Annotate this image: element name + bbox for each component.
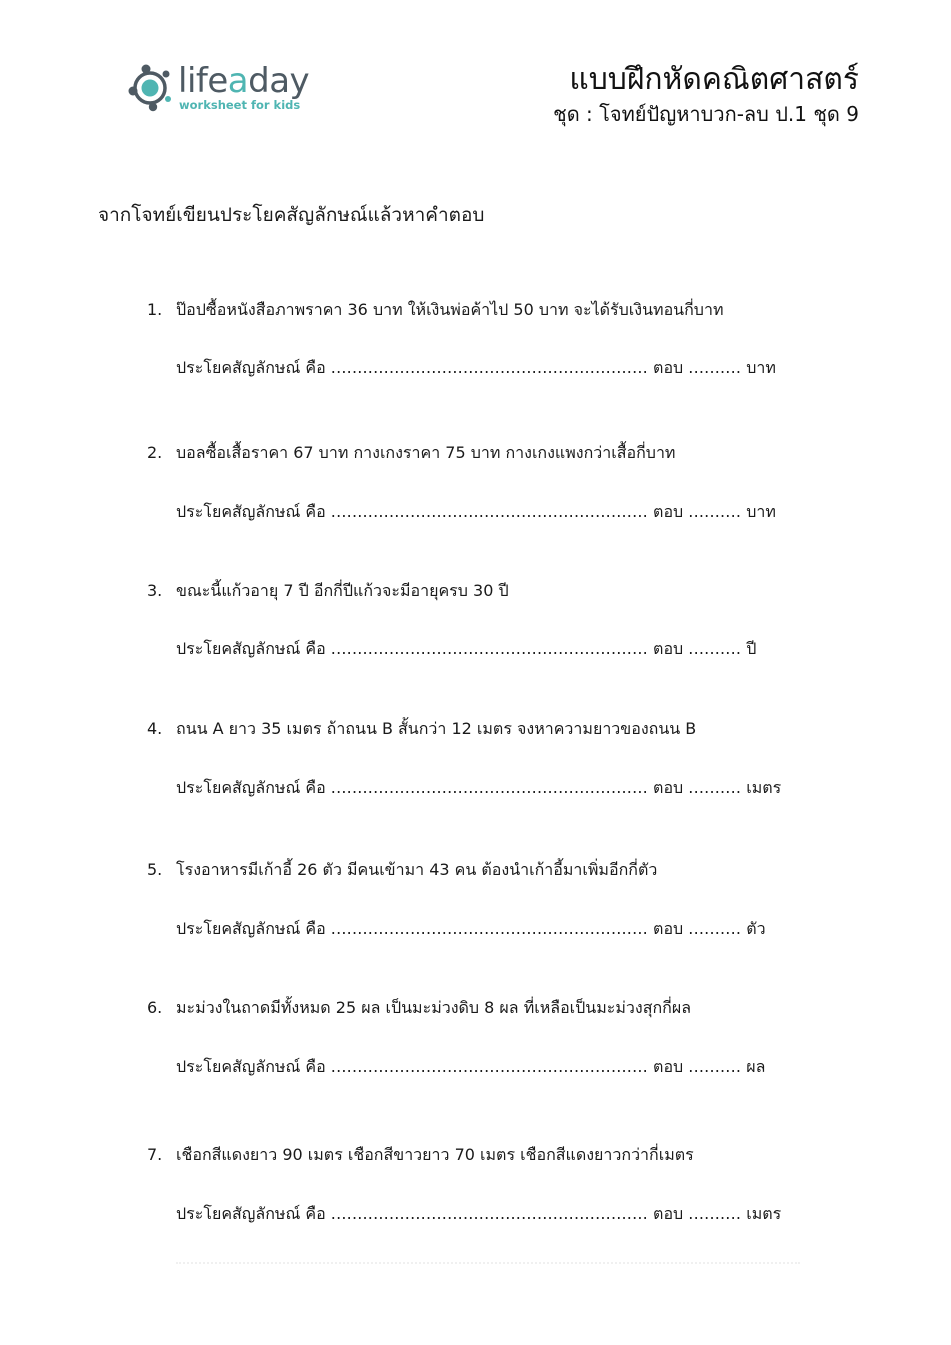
answer-blank[interactable]: .......... xyxy=(688,358,742,377)
answer-unit: ปี xyxy=(746,639,757,658)
sentence-blank[interactable]: ............................................................ xyxy=(330,639,648,658)
logo-tagline: worksheet for kids xyxy=(179,98,301,112)
answer-label: ตอบ xyxy=(653,1057,684,1076)
question-text: ถนน A ยาว 35 เมตร ถ้าถนน B สั้นกว่า 12 เมตร จงหาความยาวของถนน B xyxy=(176,719,697,738)
question-number: 5. xyxy=(147,860,163,879)
answer-unit: เมตร xyxy=(746,778,782,797)
worksheet-subtitle: ชุด : โจทย์ปัญหาบวก-ลบ ป.1 ชุด 9 xyxy=(553,102,859,126)
sentence-blank[interactable]: ............................................................ xyxy=(330,1057,648,1076)
logo-wordmark: lifeaday xyxy=(178,61,310,101)
answer-blank[interactable]: .......... xyxy=(688,639,742,658)
instruction-text: จากโจทย์เขียนประโยคสัญลักษณ์แล้วหาคำตอบ xyxy=(98,204,485,226)
answer-blank[interactable]: .......... xyxy=(688,1057,742,1076)
answer-line-2[interactable] xyxy=(176,501,776,523)
question-text: มะม่วงในถาดมีทั้งหมด 25 ผล เป็นมะม่วงดิบ 8 ผล ที่เหลือเป็นมะม่วงสุกกี่ผล xyxy=(176,998,692,1017)
answer-line-5[interactable] xyxy=(176,918,766,940)
answer-label: ตอบ xyxy=(653,778,684,797)
sentence-label: ประโยคสัญลักษณ์ คือ xyxy=(176,919,326,938)
faint-dotted-row xyxy=(176,1262,800,1268)
question-number: 3. xyxy=(147,581,163,600)
sentence-label: ประโยคสัญลักษณ์ คือ xyxy=(176,1057,326,1076)
question-7 xyxy=(147,1144,694,1166)
question-1 xyxy=(147,299,723,321)
answer-blank[interactable]: .......... xyxy=(688,919,742,938)
question-text: เชือกสีแดงยาว 90 เมตร เชือกสีขาวยาว 70 เมตร เชือกสีแดงยาวกว่ากี่เมตร xyxy=(176,1145,694,1164)
answer-unit: บาท xyxy=(746,358,776,377)
sentence-label: ประโยคสัญลักษณ์ คือ xyxy=(176,778,326,797)
sentence-blank[interactable]: ............................................................ xyxy=(330,502,648,521)
sentence-label: ประโยคสัญลักษณ์ คือ xyxy=(176,639,326,658)
answer-line-6[interactable] xyxy=(176,1056,765,1078)
question-number: 6. xyxy=(147,998,163,1017)
answer-label: ตอบ xyxy=(653,639,684,658)
question-4 xyxy=(147,718,696,740)
answer-blank[interactable]: .......... xyxy=(688,1204,742,1223)
answer-line-7[interactable] xyxy=(176,1203,781,1225)
answer-unit: เมตร xyxy=(746,1204,782,1223)
question-6 xyxy=(147,997,691,1019)
answer-blank[interactable]: .......... xyxy=(688,778,742,797)
question-text: บอลซื้อเสื้อราคา 67 บาท กางเกงราคา 75 บาท กางเกงแพงกว่าเสื้อกี่บาท xyxy=(176,443,676,462)
sentence-label: ประโยคสัญลักษณ์ คือ xyxy=(176,358,326,377)
question-3 xyxy=(147,580,509,602)
answer-label: ตอบ xyxy=(653,1204,684,1223)
answer-unit: ตัว xyxy=(746,919,766,938)
question-number: 1. xyxy=(147,300,163,319)
question-text: โรงอาหารมีเก้าอี้ 26 ตัว มีคนเข้ามา 43 คน ต้องนำเก้าอี้มาเพิ่มอีกกี่ตัว xyxy=(176,860,658,879)
molecule-logo-icon xyxy=(126,60,178,116)
answer-line-1[interactable] xyxy=(176,357,776,379)
sentence-blank[interactable]: ............................................................ xyxy=(330,919,648,938)
worksheet-title: แบบฝึกหัดคณิตศาสตร์ xyxy=(569,62,859,97)
question-text: ป๊อปซื้อหนังสือภาพราคา 36 บาท ให้เงินพ่อค้าไป 50 บาท จะได้รับเงินทอนกี่บาท xyxy=(176,300,724,319)
sentence-blank[interactable]: ............................................................ xyxy=(330,778,648,797)
question-number: 2. xyxy=(147,443,163,462)
question-number: 4. xyxy=(147,719,163,738)
question-2 xyxy=(147,442,675,464)
sentence-label: ประโยคสัญลักษณ์ คือ xyxy=(176,1204,326,1223)
answer-unit: ผล xyxy=(746,1057,766,1076)
answer-label: ตอบ xyxy=(653,919,684,938)
answer-label: ตอบ xyxy=(653,358,684,377)
question-text: ขณะนี้แก้วอายุ 7 ปี อีกกี่ปีแก้วจะมีอายุครบ 30 ปี xyxy=(176,581,509,600)
answer-line-4[interactable] xyxy=(176,777,781,799)
answer-label: ตอบ xyxy=(653,502,684,521)
sentence-label: ประโยคสัญลักษณ์ คือ xyxy=(176,502,326,521)
question-5 xyxy=(147,859,657,881)
answer-blank[interactable]: .......... xyxy=(688,502,742,521)
lifeaday-logo xyxy=(126,60,316,116)
sentence-blank[interactable]: ............................................................ xyxy=(330,358,648,377)
answer-line-3[interactable] xyxy=(176,638,756,660)
question-number: 7. xyxy=(147,1145,163,1164)
sentence-blank[interactable]: ............................................................ xyxy=(330,1204,648,1223)
answer-unit: บาท xyxy=(746,502,776,521)
